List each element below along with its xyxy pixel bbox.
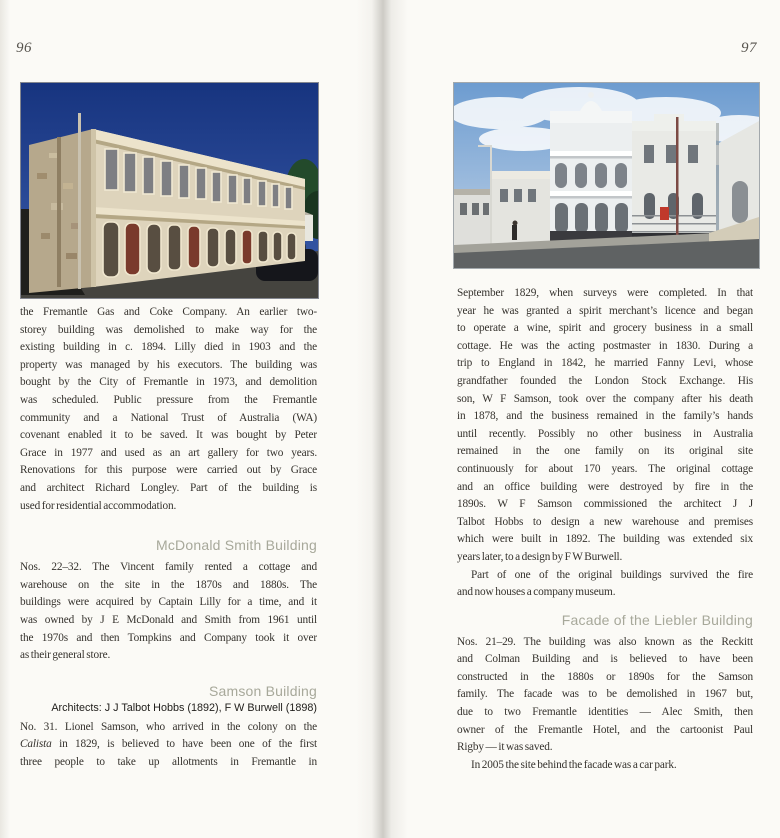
- text-line: was owned by J E McDonald and Smith from 1961 until: [20, 613, 317, 626]
- heading-samson-building: Samson Building: [208, 682, 317, 699]
- paragraph-car-park: [457, 757, 753, 775]
- text-line: No. 31. Lionel Samson, who arrived in the colony on the: [20, 720, 317, 733]
- heading-mcdonald-smith-building: McDonald Smith Building: [155, 537, 317, 554]
- text-line: Calista in 1829, is believed to have been one of the first: [20, 738, 317, 751]
- text-line: Renovations for this purpose were carried out by Grace: [20, 464, 317, 477]
- text-line: and an office building were destroyed by fire in the: [457, 480, 753, 493]
- architects-credit-line: Architects: J J Talbot Hobbs (1892), F W Burwell (1898): [51, 701, 317, 714]
- page-edge-shade: [0, 0, 10, 838]
- paragraph-samson-history: [457, 285, 753, 567]
- text-line: trip to England in 1842, he married Fanny Levi, whose: [457, 357, 753, 370]
- text-line: and now houses a company museum.: [457, 586, 616, 599]
- text-line: Grace in 1977 and used as an art gallery for two years.: [20, 446, 317, 459]
- page-number-right: 97: [741, 40, 757, 56]
- text-line: the 1970s and then Tompkins and Company took it over: [20, 631, 317, 644]
- text-line: Nos. 22–32. The Vincent family rented a cottage and: [20, 561, 317, 574]
- text-line: which were built in 1892. The building was extended six: [457, 533, 753, 546]
- paragraph-fremantle-gas: [20, 304, 317, 515]
- paragraph-samson-building: [20, 719, 317, 772]
- text-line: and Colman Building and is believed to have been: [457, 653, 753, 666]
- text-line: used for residential accommodation.: [20, 499, 177, 512]
- text-line: family. The facade was to be demolished in 1967 but,: [457, 688, 753, 701]
- page-97: [390, 0, 780, 838]
- page-number-left: 96: [16, 40, 32, 56]
- text-line: Rigby — it was saved.: [457, 741, 553, 754]
- text-line: warehouse on the site in the 1870s and 1880s. The: [20, 578, 317, 591]
- text-line: Talbot Hobbs to design a new warehouse and premises: [457, 515, 753, 528]
- text-line: September 1829, when surveys were completed. In that: [457, 287, 753, 299]
- text-line: storey building was demolished to make way for the: [20, 323, 317, 336]
- text-line: years later, to a design by F W Burwell.: [457, 550, 623, 563]
- photo-samson-building: [453, 82, 760, 269]
- text-line: Nos. 21–29. The building was also known as the Reckitt: [457, 635, 753, 648]
- text-line: year he was granted a spirit merchant’s licence and began: [457, 304, 753, 317]
- text-line: was scheduled. Public pressure from the Fremantle: [20, 393, 317, 406]
- heading-facade-liebler-building: Facade of the Liebler Building: [561, 611, 753, 628]
- paragraph-liebler-building: [457, 634, 753, 757]
- text-line: due to two Fremantle identities — Alec Smith, then: [457, 706, 753, 719]
- text-line: owner of the Fremantle Hotel, and the cartoonist Paul: [457, 723, 753, 736]
- photo-mcdonald-smith-building: [20, 82, 319, 299]
- text-line: and architect Richard Longley. Part of the building is: [20, 481, 317, 494]
- text-line: bought by the City of Fremantle in 1973, and demolition: [20, 376, 317, 389]
- text-line: grandfather founded the London Stock Exchange. His: [457, 374, 753, 387]
- text-line: 1890s. W F Samson commissioned the architect J J: [457, 498, 753, 511]
- text-line: buildings were acquired by Captain Lilly for a time, and it: [20, 596, 317, 609]
- text-line: community and a National Trust of Australia (WA): [20, 411, 317, 424]
- text-line: in 1878, and the business remained in the family’s hands: [457, 410, 753, 423]
- text-line: three people to take up allotments in Fremantle in: [20, 755, 317, 768]
- text-line: existing building in c. 1894. Lilly died in 1903 and the: [20, 341, 317, 354]
- text-line: the Fremantle Gas and Coke Company. An earlier two-: [20, 306, 317, 318]
- text-line: as their general store.: [20, 649, 111, 662]
- building-photo-illustration: [454, 83, 759, 268]
- left-text-column: [20, 304, 317, 771]
- text-line: In 2005 the site behind the facade was a car park.: [471, 758, 677, 771]
- right-text-column: [457, 285, 753, 774]
- text-line: son, W F Samson, took over the company after his death: [457, 392, 753, 405]
- text-line: covenant enabled it to be saved. It was bought by Peter: [20, 429, 317, 442]
- text-line: cottage. He was the acting postmaster in 1830. During a: [457, 339, 753, 352]
- text-line: Part of one of the original buildings survived the fire: [471, 568, 753, 581]
- paragraph-mcdonald-smith: [20, 559, 317, 665]
- text-line: until recently. Possibly no other business in Australia: [457, 427, 753, 440]
- text-line: continuously for about 170 years. The original cottage: [457, 462, 753, 475]
- text-line: remained in the one family on its original site: [457, 445, 753, 458]
- text-line: to operate a wine, spirit and grocery business in a small: [457, 322, 753, 335]
- text-line: property was managed by his executors. The building was: [20, 358, 317, 371]
- building-photo-illustration: [21, 83, 318, 298]
- paragraph-company-museum: [457, 567, 753, 602]
- text-line: constructed in the 1880s or 1890s for the Samson: [457, 670, 753, 683]
